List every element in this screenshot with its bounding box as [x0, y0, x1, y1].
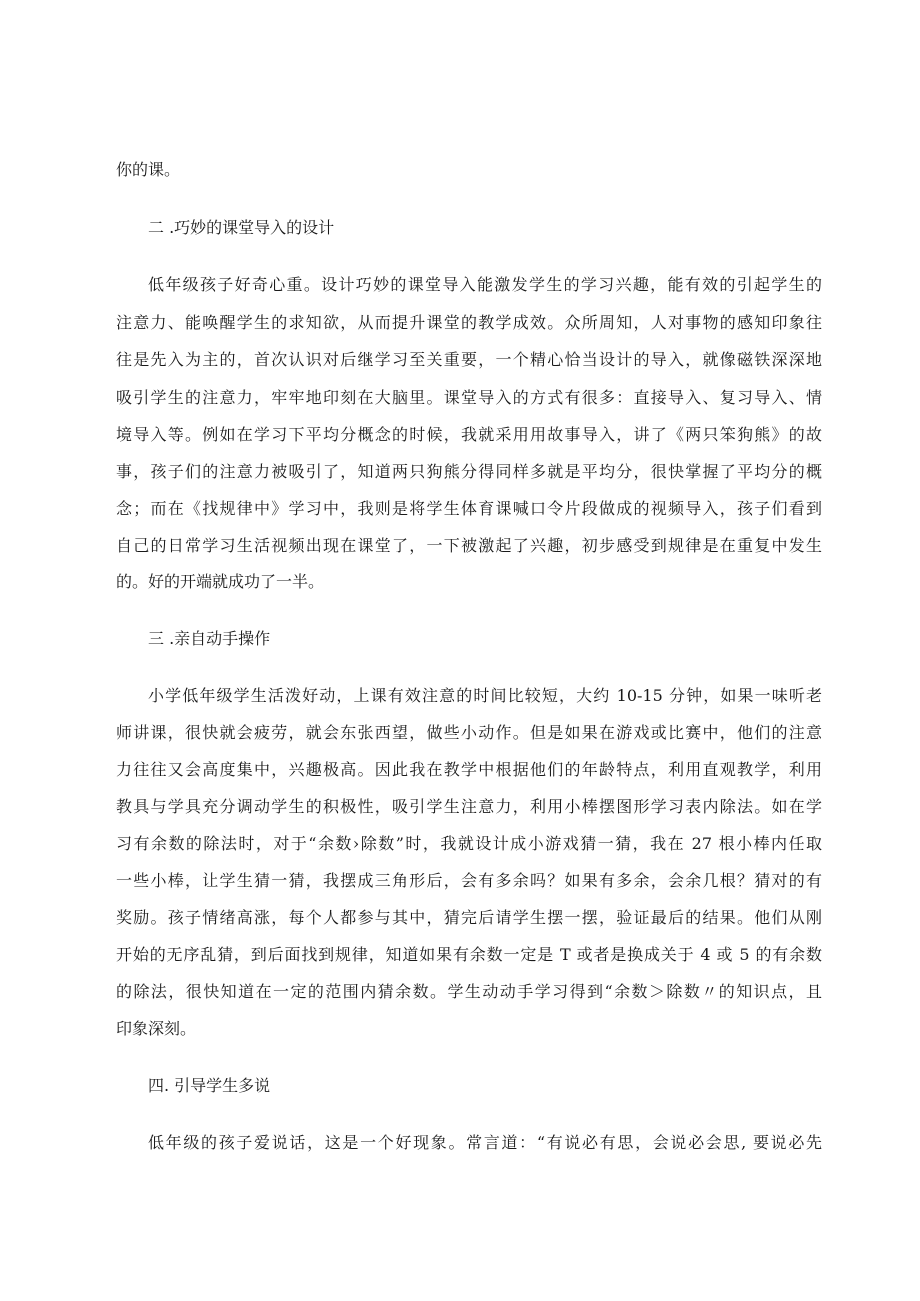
section-heading: 四. 引导学生多说: [148, 1076, 271, 1095]
text-line: 教具与学具充分调动学生的积极性，吸引学生注意力，利用小棒摆图形学习表内除法。如在学: [116, 797, 822, 816]
text-line: 低年级的孩子爱说话，这是一个好现象。常言道：“有说必有思，会说必会思, 要说必先: [148, 1133, 822, 1152]
text-line: 小学低年级学生活泼好动，上课有效注意的时间比较短，大约 10-15 分钟，如果一味听老: [148, 686, 822, 705]
text-line: 低年级孩子好奇心重。设计巧妙的课堂导入能激发学生的学习兴趣，能有效的引起学生的: [148, 275, 822, 294]
text-line: 开始的无序乱猜，到后面找到规律，知道如果有余数一定是 T 或者是换成关于 4 或 5 的有余数: [116, 945, 822, 964]
text-line: 力往往又会高度集中，兴趣极高。因此我在教学中根据他们的年龄特点，利用直观教学，利用: [116, 760, 822, 779]
text-line: 奖励。孩子情绪高涨，每个人都参与其中，猜完后请学生摆一摆，验证最后的结果。他们从刚: [116, 908, 822, 927]
text-line: 自己的日常学习生活视频出现在课堂了，一下被激起了兴趣，初步感受到规律是在重复中发生: [116, 536, 822, 555]
text-line: 吸引学生的注意力，牢牢地印刻在大脑里。课堂导入的方式有很多：直接导入、复习导入、情: [116, 388, 822, 407]
section-heading: 二 .巧妙的课堂导入的设计: [148, 218, 335, 237]
text-line: 你的课。: [116, 160, 181, 179]
text-line: 注意力、能唤醒学生的求知欲，从而提升课堂的教学成效。众所周知，人对事物的感知印象往: [116, 313, 822, 332]
text-line: 往是先入为主的，首次认识对后继学习至关重要，一个精心恰当设计的导入，就像磁铁深深地: [116, 350, 822, 369]
text-line: 的除法，很快知道在一定的范围内猜余数。学生动动手学习得到“余数＞除数〃的知识点，且: [116, 982, 822, 1001]
text-line: 印象深刻。: [116, 1019, 197, 1038]
text-line: 念；而在《找规律中》学习中，我则是将学生体育课喊口令片段做成的视频导入，孩子们看到: [116, 499, 822, 518]
text-line: 的。好的开端就成功了一半。: [116, 572, 325, 591]
text-line: 境导入等。例如在学习下平均分概念的时候，我就采用用故事导入，讲了《两只笨狗熊》的故: [116, 425, 822, 444]
text-line: 一些小棒，让学生猜一猜，我摆成三角形后，会有多余吗？如果有多余，会余几根？猜对的有: [116, 871, 822, 890]
text-line: 习有余数的除法时，对于“余数›除数”时，我就设计成小游戏猜一猜，我在 27 根小棒内任取: [116, 834, 822, 853]
text-line: 事，孩子们的注意力被吸引了，知道两只狗熊分得同样多就是平均分，很快掌握了平均分的概: [116, 462, 822, 481]
text-line: 师讲课，很快就会疲劳，就会东张西望，做些小动作。但是如果在游戏或比赛中，他们的注意: [116, 723, 822, 742]
section-heading: 三 .亲自动手操作: [148, 629, 271, 648]
